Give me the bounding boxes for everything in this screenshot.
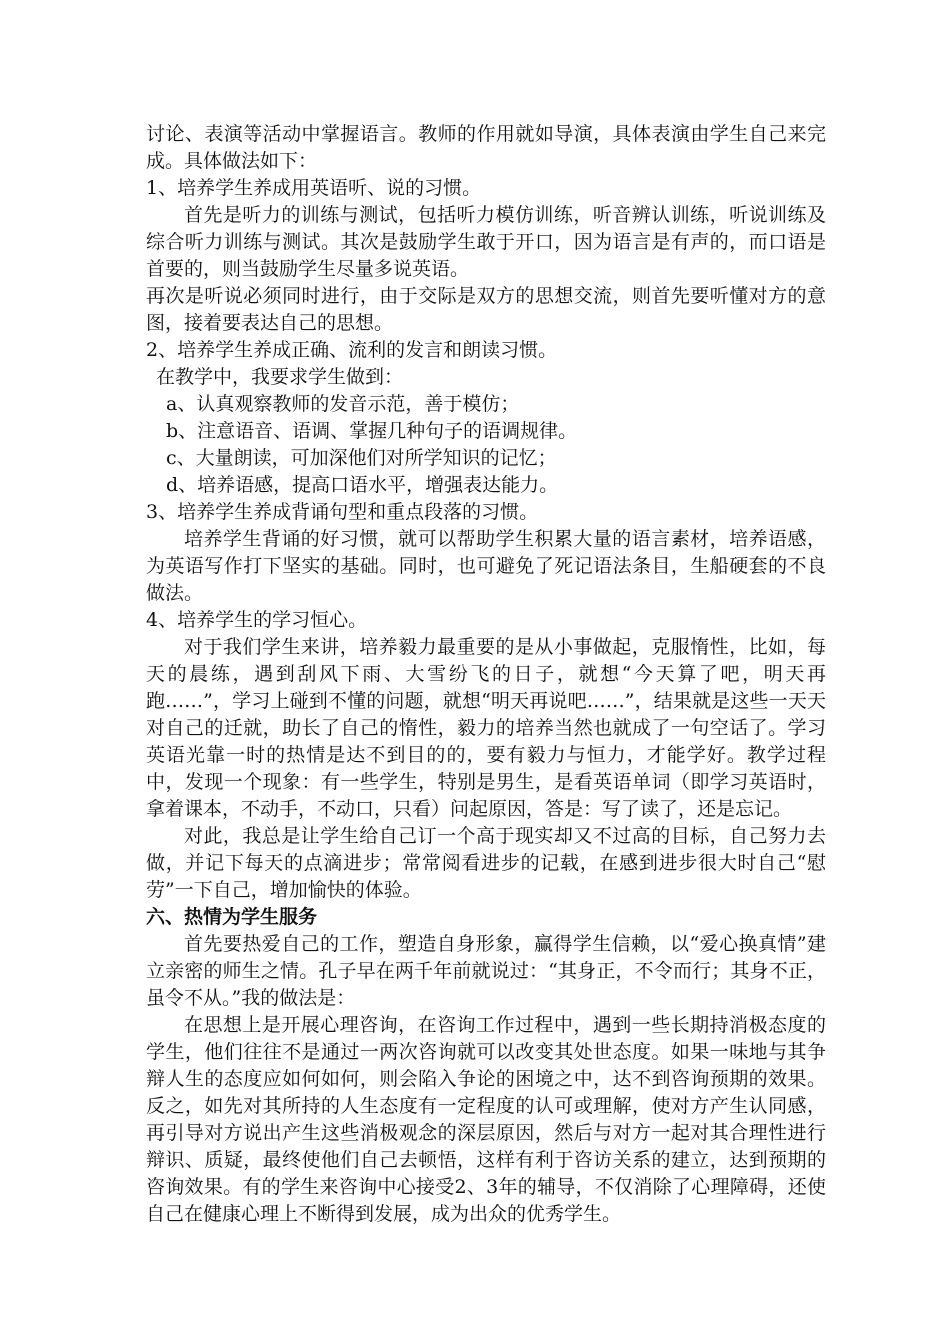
section-3-paragraph-1: 培养学生背诵的好习惯，就可以帮助学生积累大量的语言素材，培养语感，为英语写作打下坚实的基础。同时，也可避免了死记语法条目，生船硬套的不良做法。 (146, 528, 826, 604)
document-page (146, 121, 826, 1228)
section-2-lead: 在教学中，我要求学生做到： (156, 366, 404, 388)
list-item-b: b、注意语音、语调、掌握几种句子的语调规律。 (166, 420, 578, 442)
list-item-a: a、认真观察教师的发音示范，善于模仿； (166, 393, 520, 415)
section-4-paragraph-1: 对于我们学生来讲，培养毅力最重要的是从小事做起，克服惰性，比如，每天的晨练，遇到刮风下雨、大雪纷飞的日子，就想“今天算了吧，明天再跑……”，学习上碰到不懂的问题，就想“明天再说吧……”，结果就是这些一天天对自己的迁就，助长了自己的惰性，毅力的培养当然也就成了一句空话了。学习英语光靠一时的热情是达不到目的的，要有毅力与恒力，才能学好。教学过程中，发现一个现象：有一些学生，特别是男生，是看英语单词（即学习英语时，拿着课本，不动手，不动口，只看）问起原因，答是：写了读了，还是忘记。 (146, 636, 826, 820)
section-6-paragraph-2: 在思想上是开展心理咨询，在咨询工作过程中，遇到一些长期持消极态度的学生，他们往往不是通过一两次咨询就可以改变其处世态度。如果一味地与其争辩人生的态度应如何如何，则会陷入争论的困境之中，达不到咨询预期的效果。反之，如先对其所持的人生态度有一定程度的认可或理解，使对方产生认同感，再引导对方说出产生这些消极观念的深层原因，然后与对方一起对其合理性进行辩识、质疑，最终使他们自己去顿悟，这样有利于咨访关系的建立，达到预期的咨询效果。有的学生来咨询中心接受2、3年的辅导，不仅消除了心理障碍，还使自己在健康心理上不断得到发展，成为出众的优秀学生。 (146, 1014, 826, 1225)
list-item-d: d、培养语感，提高口语水平，增强表达能力。 (166, 474, 559, 496)
list-item-c: c、大量朗读，可加深他们对所学知识的记忆； (166, 447, 557, 469)
intro-paragraph: 讨论、表演等活动中掌握语言。教师的作用就如导演，具体表演由学生自己来完成。具体做法如下： (146, 123, 826, 172)
section-2-title: 2、培养学生养成正确、流利的发言和朗读习惯。 (146, 339, 558, 361)
section-6-paragraph-1: 首先要热爱自己的工作，塑造自身形象，赢得学生信赖，以“爱心换真情”建立亲密的师生之情。孔子早在两千年前就说过：“其身正，不令而行；其身不正，虽令不从。”我的做法是： (146, 933, 826, 1009)
section-4-paragraph-2: 对此，我总是让学生给自己订一个高于现实却又不过高的目标，自己努力去做，并记下每天的点滴进步；常常阅看进步的记载，在感到进步很大时自己“慰劳”一下自己，增加愉快的体验。 (146, 825, 826, 901)
section-4-title: 4、培养学生的学习恒心。 (146, 609, 368, 631)
section-6-heading: 六、热情为学生服务 (146, 906, 318, 928)
section-3-title: 3、培养学生养成背诵句型和重点段落的习惯。 (146, 501, 539, 523)
section-1-paragraph-1: 首先是听力的训练与测试，包括听力模仿训练，听音辨认训练，听说训练及综合听力训练与测试。其次是鼓励学生敢于开口，因为语言是有声的，而口语是首要的，则当鼓励学生尽量多说英语。 (146, 204, 826, 280)
section-1-paragraph-2: 再次是听说必须同时进行，由于交际是双方的思想交流，则首先要听懂对方的意图，接着要表达自己的思想。 (146, 285, 826, 334)
section-1-title: 1、培养学生养成用英语听、说的习惯。 (146, 177, 482, 199)
